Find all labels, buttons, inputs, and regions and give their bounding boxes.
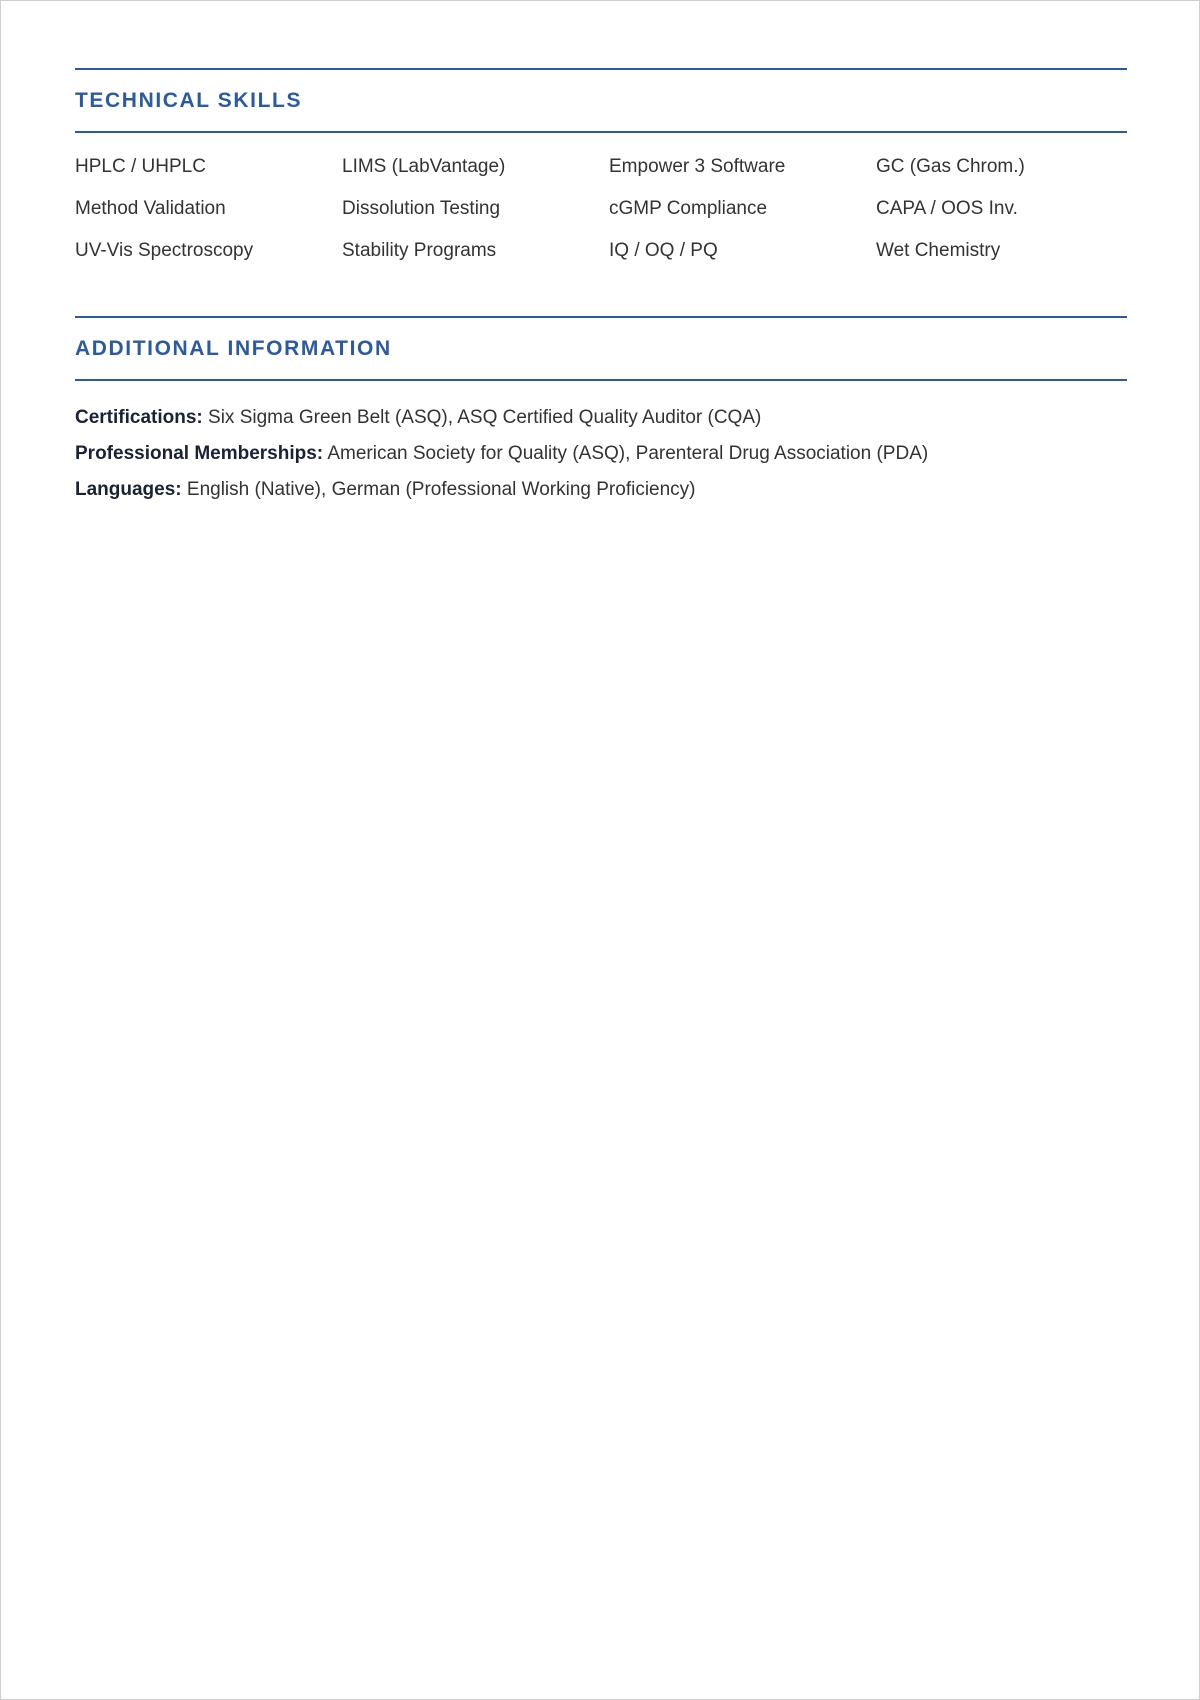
languages-value: English (Native), German (Professional Working Proficiency) [186, 479, 696, 500]
section-divider-bottom [75, 131, 1127, 133]
skill-item: Method Validation [75, 198, 226, 219]
additional-information-section [75, 316, 1127, 508]
skill-item: IQ / OQ / PQ [609, 240, 718, 261]
section-title-technical-skills: TECHNICAL SKILLS [75, 89, 303, 112]
certifications-label: Certifications: [75, 407, 203, 428]
languages-row [75, 472, 1127, 508]
certifications-value: Six Sigma Green Belt (ASQ), ASQ Certified Quality Auditor (CQA) [208, 407, 762, 428]
section-title-additional-information: ADDITIONAL INFORMATION [75, 337, 392, 360]
skills-grid [75, 149, 1127, 275]
skill-item: Empower 3 Software [609, 156, 786, 177]
memberships-value: American Society for Quality (ASQ), Parenteral Drug Association (PDA) [327, 443, 929, 464]
technical-skills-section [75, 68, 1127, 275]
skill-item: Stability Programs [342, 240, 497, 261]
certifications-row [75, 400, 1127, 436]
info-list [75, 400, 1127, 508]
memberships-row [75, 436, 1127, 472]
skill-item: HPLC / UHPLC [75, 156, 206, 177]
skill-item: UV-Vis Spectroscopy [75, 240, 254, 261]
skill-item: GC (Gas Chrom.) [876, 156, 1025, 177]
skill-item: LIMS (LabVantage) [342, 156, 506, 177]
skill-item: CAPA / OOS Inv. [876, 198, 1018, 219]
skill-item: Dissolution Testing [342, 198, 501, 219]
skill-item: Wet Chemistry [876, 240, 1001, 261]
languages-label: Languages: [75, 479, 182, 500]
section-divider-bottom [75, 379, 1127, 381]
skill-item: cGMP Compliance [609, 198, 768, 219]
memberships-label: Professional Memberships: [75, 443, 324, 464]
